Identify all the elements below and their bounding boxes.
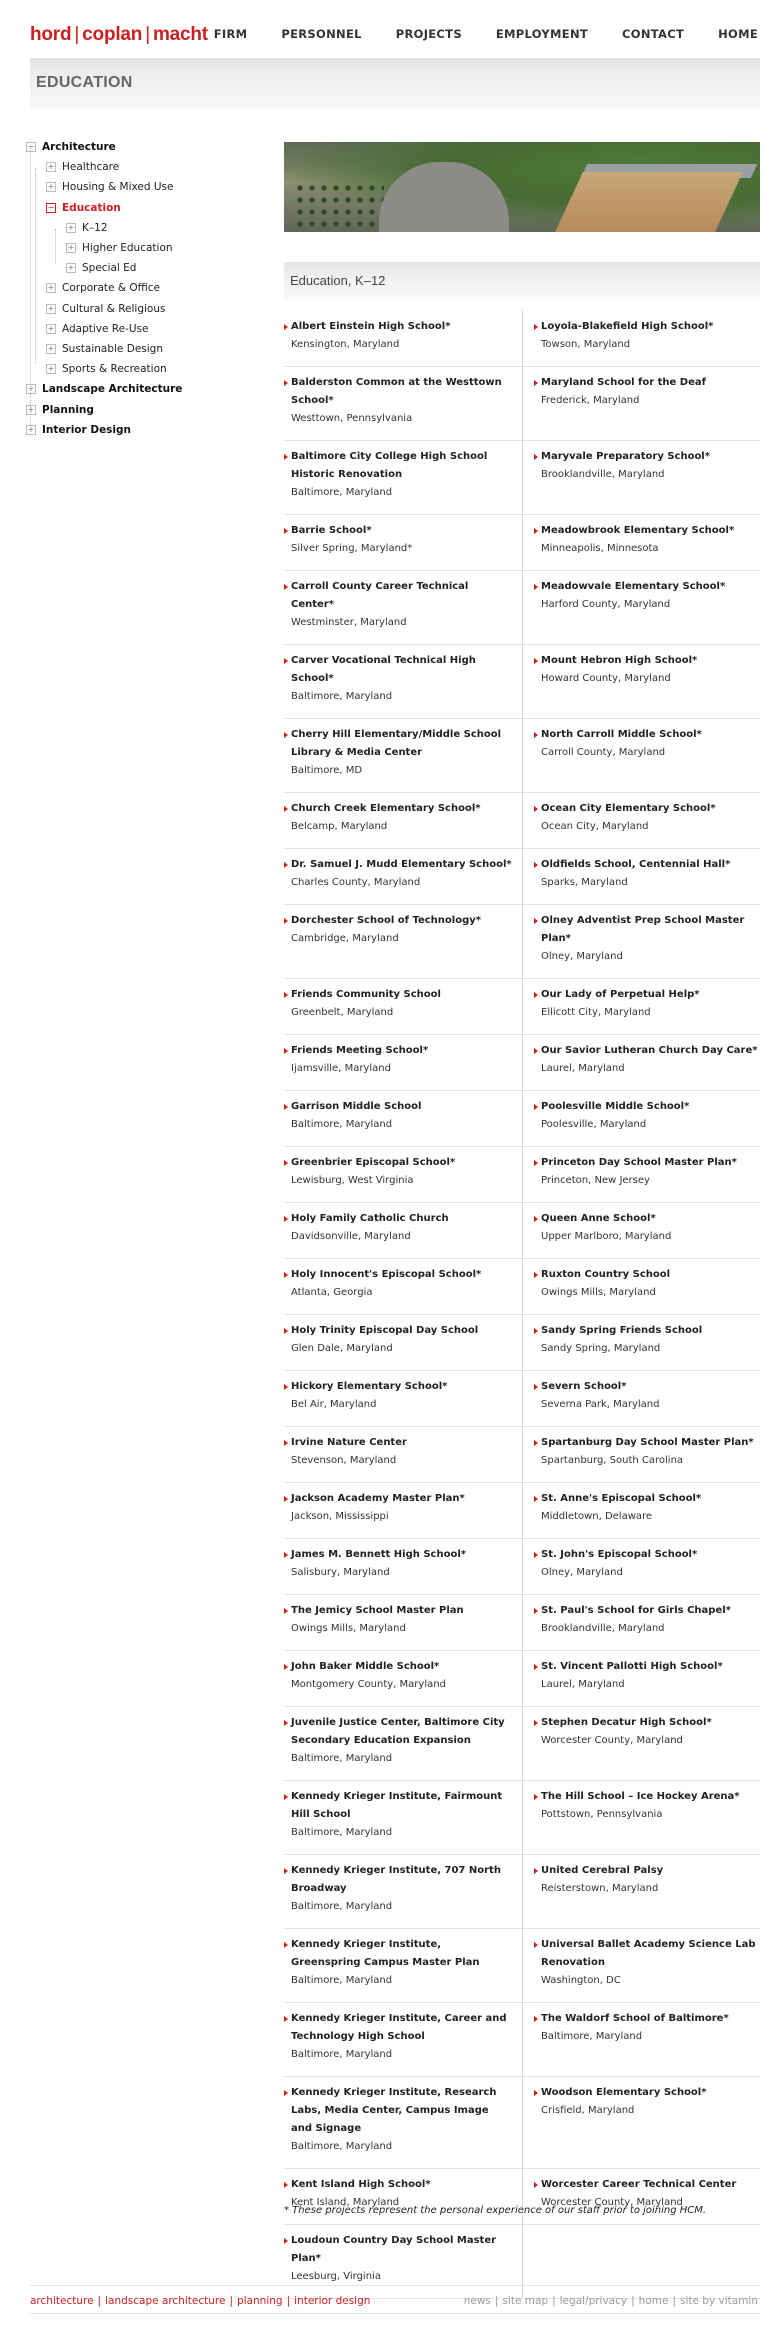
sidebar-item-sustainable-design[interactable]	[46, 342, 163, 356]
nav-home[interactable]: HOME	[718, 27, 758, 41]
project-location: Belcamp, Maryland	[291, 821, 388, 832]
project-item	[284, 1378, 512, 1414]
footer-separator: |	[286, 2295, 291, 2307]
project-link[interactable]: United Cerebral Palsy	[534, 1862, 762, 1880]
project-link[interactable]: Severn School*	[534, 1378, 762, 1396]
project-link[interactable]: Friends Community School	[284, 986, 512, 1004]
sidebar-item-label: Special Ed	[82, 262, 137, 275]
footer-separator: |	[631, 2295, 635, 2307]
project-link[interactable]: Kennedy Krieger Institute, Fairmount Hill School	[284, 1788, 512, 1824]
sidebar-item-sports-and-recreation[interactable]	[46, 362, 167, 376]
project-location: Sandy Spring, Maryland	[541, 1343, 661, 1354]
logo[interactable]: hord | coplan | macht	[30, 24, 208, 45]
nav-contact[interactable]: CONTACT	[622, 27, 685, 41]
expand-icon[interactable]: +	[47, 364, 55, 374]
sidebar-item-landscape-architecture[interactable]	[26, 382, 182, 396]
project-item	[284, 1042, 512, 1078]
project-location: Baltimore, MD	[291, 765, 363, 776]
sidebar-item-label: Landscape Architecture	[42, 383, 183, 396]
project-location: Upper Marlboro, Maryland	[541, 1231, 672, 1242]
project-item	[284, 800, 512, 836]
section-title: Education, K–12	[290, 273, 386, 288]
project-link[interactable]: Stephen Decatur High School*	[534, 1714, 762, 1732]
project-item	[534, 1546, 762, 1582]
tree-connector	[35, 168, 36, 364]
tree-connector	[55, 229, 56, 263]
project-link[interactable]: Church Creek Elementary School*	[284, 800, 512, 818]
footer-link-architecture[interactable]: architecture	[30, 2295, 94, 2307]
project-link[interactable]: John Baker Middle School*	[284, 1658, 512, 1676]
project-link[interactable]: Juvenile Justice Center, Baltimore City Secondary Education Expansion	[284, 1714, 512, 1750]
sidebar-item-education[interactable]	[46, 201, 121, 215]
project-location: Charles County, Maryland	[291, 877, 421, 888]
project-location: Kensington, Maryland	[291, 339, 400, 350]
project-link[interactable]: Holy Trinity Episcopal Day School	[284, 1322, 512, 1340]
project-link[interactable]: North Carroll Middle School*	[534, 726, 762, 744]
footer-separator: |	[672, 2295, 676, 2307]
sidebar-item-label: Corporate & Office	[62, 282, 161, 295]
footer-separator: |	[494, 2295, 499, 2307]
project-link[interactable]: Hickory Elementary School*	[284, 1378, 512, 1396]
project-location: Middletown, Delaware	[541, 1511, 653, 1522]
project-item	[534, 856, 762, 892]
sidebar-item-planning[interactable]	[26, 403, 94, 417]
sidebar-item-housing-and-mixed-use[interactable]	[46, 180, 174, 194]
project-item	[284, 2010, 512, 2064]
project-link[interactable]: Poolesville Middle School*	[534, 1098, 762, 1116]
expand-icon[interactable]: +	[67, 243, 75, 252]
project-item	[284, 1266, 512, 1302]
project-link[interactable]: Olney Adventist Prep School Master Plan*	[534, 912, 762, 948]
project-link[interactable]: Garrison Middle School	[284, 1098, 512, 1116]
project-link[interactable]: Kennedy Krieger Institute, Research Labs, Media Center, Campus Image and Signage	[284, 2084, 512, 2138]
project-location: Worcester County, Maryland	[541, 1735, 683, 1746]
project-location: Harford County, Maryland	[541, 599, 671, 610]
footer-divider	[30, 2285, 760, 2286]
project-link[interactable]: St. Vincent Pallotti High School*	[534, 1658, 762, 1676]
tree-connector	[30, 148, 31, 425]
logo-part-hord: hord	[30, 24, 72, 45]
project-link[interactable]: Ocean City Elementary School*	[534, 800, 762, 818]
project-item	[284, 374, 512, 428]
project-location: Baltimore, Maryland	[541, 2031, 643, 2042]
sidebar-item-label: Healthcare	[62, 161, 120, 174]
project-link[interactable]: Our Savior Lutheran Church Day Care*	[534, 1042, 762, 1060]
project-item	[284, 1602, 512, 1638]
footer-link-home[interactable]: home	[638, 2295, 669, 2307]
project-item	[534, 726, 762, 762]
project-location: Ijamsville, Maryland	[291, 1063, 391, 1074]
project-link[interactable]: St. John's Episcopal School*	[534, 1546, 762, 1564]
project-link[interactable]: The Jemicy School Master Plan	[284, 1602, 512, 1620]
project-link[interactable]: James M. Bennett High School*	[284, 1546, 512, 1564]
project-location: Princeton, New Jersey	[541, 1175, 650, 1186]
expand-icon[interactable]: +	[27, 404, 35, 414]
collapse-icon[interactable]: −	[27, 142, 35, 151]
nav-projects[interactable]: PROJECTS	[395, 27, 462, 41]
project-location: Laurel, Maryland	[541, 1063, 625, 1074]
project-item	[284, 1658, 512, 1694]
project-link[interactable]: Loyola-Blakefield High School*	[534, 318, 762, 336]
sidebar-item-label: Cultural & Religious	[62, 302, 166, 315]
project-location: Carroll County, Maryland	[541, 747, 666, 758]
project-location: Brooklandville, Maryland	[541, 469, 665, 480]
project-item	[284, 1434, 512, 1470]
project-location: Baltimore, Maryland	[291, 1827, 393, 1838]
project-location: Cambridge, Maryland	[291, 933, 399, 944]
project-link[interactable]: Meadowvale Elementary School*	[534, 578, 762, 596]
project-link[interactable]: St. Paul's School for Girls Chapel*	[534, 1602, 762, 1620]
project-location: Olney, Maryland	[541, 1567, 623, 1578]
project-location: Silver Spring, Maryland*	[291, 543, 413, 554]
project-link[interactable]: Loudoun Country Day School Master Plan*	[284, 2232, 512, 2268]
sidebar-item-label: Planning	[42, 403, 94, 416]
project-link[interactable]: Worcester Career Technical Center	[534, 2176, 762, 2194]
project-location: Frederick, Maryland	[541, 395, 640, 406]
project-item	[284, 318, 512, 354]
project-item	[534, 578, 762, 614]
project-item	[534, 1490, 762, 1526]
sidebar-item-corporate-and-office[interactable]	[46, 281, 160, 295]
sidebar-item-architecture[interactable]	[26, 140, 116, 154]
project-item	[534, 1210, 762, 1246]
project-link[interactable]: Dr. Samuel J. Mudd Elementary School*	[284, 856, 512, 874]
project-location: Worcester County, Maryland	[541, 2197, 683, 2208]
project-location: Davidsonville, Maryland	[291, 1231, 411, 1242]
project-link[interactable]: Holy Innocent's Episcopal School*	[284, 1266, 512, 1284]
sidebar-item-special-ed[interactable]	[66, 261, 136, 275]
project-item	[284, 1154, 512, 1190]
project-location: Baltimore, Maryland	[291, 1119, 393, 1130]
footer-bottom-divider	[30, 2313, 760, 2314]
project-item	[534, 2010, 762, 2046]
footer-separator: |	[97, 2295, 102, 2307]
project-item	[534, 1602, 762, 1638]
project-item	[534, 652, 762, 688]
project-link[interactable]: The Hill School – Ice Hockey Arena*	[534, 1788, 762, 1806]
project-location: Ocean City, Maryland	[541, 821, 649, 832]
logo-part-coplan: coplan	[82, 24, 143, 45]
project-item	[284, 986, 512, 1022]
logo-part-macht: macht	[152, 24, 208, 45]
project-location: Glen Dale, Maryland	[291, 1343, 393, 1354]
project-link[interactable]: Kennedy Krieger Institute, Greenspring Campus Master Plan	[284, 1936, 512, 1972]
main-nav	[180, 27, 758, 41]
project-link[interactable]: Kennedy Krieger Institute, Career and Technology High School	[284, 2010, 512, 2046]
project-link[interactable]: Greenbrier Episcopal School*	[284, 1154, 512, 1172]
project-link[interactable]: Balderston Common at the Westtown School*	[284, 374, 512, 410]
project-item	[284, 1862, 512, 1916]
project-item	[534, 448, 762, 484]
page-title-band	[30, 58, 760, 108]
project-item	[284, 1210, 512, 1246]
sidebar-item-label: K–12	[82, 221, 108, 234]
project-item	[534, 800, 762, 836]
footer-separator: |	[229, 2295, 233, 2307]
project-location: Sparks, Maryland	[541, 877, 628, 888]
sidebar-item-k-12[interactable]	[66, 221, 108, 235]
expand-icon[interactable]: +	[47, 344, 55, 353]
project-location: Minneapolis, Minnesota	[541, 543, 659, 554]
hero-image	[284, 142, 760, 232]
project-location: Atlanta, Georgia	[291, 1287, 373, 1298]
project-item	[534, 1266, 762, 1302]
footer-link-news[interactable]: news	[463, 2295, 491, 2307]
sidebar-item-interior-design[interactable]	[26, 423, 131, 437]
project-link[interactable]: Oldfields School, Centennial Hall*	[534, 856, 762, 874]
project-item	[534, 318, 762, 354]
project-item	[284, 2084, 512, 2156]
footer-site-links	[464, 2295, 758, 2307]
project-item	[284, 1714, 512, 1768]
project-link[interactable]: Woodson Elementary School*	[534, 2084, 762, 2102]
project-item	[284, 912, 512, 948]
expand-icon[interactable]: +	[47, 182, 55, 192]
expand-icon[interactable]: +	[67, 263, 75, 273]
footer-link-legal-privacy[interactable]: legal/privacy	[559, 2295, 628, 2307]
project-item	[534, 986, 762, 1022]
expand-icon[interactable]: +	[27, 384, 35, 394]
project-item	[284, 2232, 512, 2286]
project-item	[284, 726, 512, 780]
project-location: Lewisburg, West Virginia	[291, 1175, 414, 1186]
footer-link-planning[interactable]: planning	[237, 2295, 283, 2307]
project-location: Laurel, Maryland	[541, 1679, 625, 1690]
project-item	[534, 1788, 762, 1824]
project-link[interactable]: Friends Meeting School*	[284, 1042, 512, 1060]
project-item	[284, 1322, 512, 1358]
project-location: Westtown, Pennsylvania	[291, 413, 413, 424]
project-link[interactable]: Cherry Hill Elementary/Middle School Library & Media Center	[284, 726, 512, 762]
project-link[interactable]: Carroll County Career Technical Center*	[284, 578, 512, 614]
project-location: Westminster, Maryland	[291, 617, 407, 628]
project-link[interactable]: Baltimore City College High School Historic Renovation	[284, 448, 512, 484]
project-item	[534, 1936, 762, 1990]
project-location: Leesburg, Virginia	[291, 2271, 381, 2282]
project-link[interactable]: Our Lady of Perpetual Help*	[534, 986, 762, 1004]
footer-category-links	[30, 2295, 370, 2307]
project-link[interactable]: Meadowbrook Elementary School*	[534, 522, 762, 540]
sidebar-item-label: Architecture	[42, 141, 116, 153]
footer-link-interior-design[interactable]: interior design	[294, 2295, 371, 2307]
project-item	[284, 1546, 512, 1582]
sidebar-item-cultural-and-religious[interactable]	[46, 302, 165, 316]
project-location: Baltimore, Maryland	[291, 1753, 393, 1764]
sidebar-item-healthcare[interactable]	[46, 160, 119, 174]
sidebar-item-higher-education[interactable]	[66, 241, 173, 255]
nav-personnel[interactable]: PERSONNEL	[281, 27, 362, 41]
project-location: Baltimore, Maryland	[291, 1975, 393, 1986]
project-location: Stevenson, Maryland	[291, 1455, 397, 1466]
project-item	[534, 1658, 762, 1694]
project-location: Baltimore, Maryland	[291, 691, 393, 702]
nav-employment[interactable]: EMPLOYMENT	[495, 27, 589, 41]
page-title: EDUCATION	[36, 74, 133, 91]
project-location: Towson, Maryland	[541, 339, 631, 350]
project-item	[284, 1490, 512, 1526]
project-link[interactable]: Spartanburg Day School Master Plan*	[534, 1434, 762, 1452]
project-item	[534, 2084, 762, 2120]
sidebar-item-label: Education	[62, 201, 121, 214]
project-item	[284, 1098, 512, 1134]
project-item	[534, 1154, 762, 1190]
project-location: Severna Park, Maryland	[541, 1399, 660, 1410]
project-location: Olney, Maryland	[541, 951, 623, 962]
project-location: Baltimore, Maryland	[291, 1901, 393, 1912]
project-location: Washington, DC	[541, 1975, 621, 1986]
footer-link-site-by-vitamin[interactable]: site by vitamin	[679, 2295, 758, 2307]
project-item	[284, 1788, 512, 1842]
column-divider	[522, 310, 523, 2298]
project-link[interactable]: Jackson Academy Master Plan*	[284, 1490, 512, 1508]
project-location: Salisbury, Maryland	[291, 1567, 390, 1578]
project-location: Howard County, Maryland	[541, 673, 671, 684]
site-header	[0, 0, 780, 58]
project-link[interactable]: Mount Hebron High School*	[534, 652, 762, 670]
project-item	[534, 1714, 762, 1750]
project-location: Ellicott City, Maryland	[541, 1007, 651, 1018]
sidebar-item-label: Interior Design	[42, 423, 132, 436]
project-location: Owings Mills, Maryland	[291, 1623, 406, 1634]
footnote: * These projects represent the personal experience of our staff prior to joining HCM.	[284, 2205, 707, 2216]
expand-icon[interactable]: +	[47, 303, 55, 313]
project-link[interactable]: Kent Island High School*	[284, 2176, 512, 2194]
expand-icon[interactable]: +	[47, 162, 55, 172]
project-item	[534, 1434, 762, 1470]
sidebar-item-adaptive-re-use[interactable]	[46, 322, 149, 336]
section-title-band	[284, 262, 760, 300]
project-location: Bel Air, Maryland	[291, 1399, 377, 1410]
project-location: Greenbelt, Maryland	[291, 1007, 394, 1018]
expand-icon[interactable]: +	[27, 424, 35, 434]
project-location: Jackson, Mississippi	[291, 1511, 389, 1522]
project-item	[284, 578, 512, 632]
project-link[interactable]: Maryland School for the Deaf	[534, 374, 762, 392]
project-item	[534, 1378, 762, 1414]
project-location: Spartanburg, South Carolina	[541, 1455, 684, 1466]
project-link[interactable]: Sandy Spring Friends School	[534, 1322, 762, 1340]
project-link[interactable]: Dorchester School of Technology*	[284, 912, 512, 930]
project-item	[534, 1322, 762, 1358]
project-item	[284, 1936, 512, 1990]
project-item	[534, 374, 762, 410]
project-location: Crisfield, Maryland	[541, 2105, 635, 2116]
project-item	[534, 912, 762, 966]
project-link[interactable]: Queen Anne School*	[534, 1210, 762, 1228]
project-link[interactable]: Carver Vocational Technical High School*	[284, 652, 512, 688]
sidebar-item-label: Housing & Mixed Use	[62, 181, 174, 194]
project-location: Owings Mills, Maryland	[541, 1287, 656, 1298]
project-link[interactable]: Barrie School*	[284, 522, 512, 540]
project-location: Kent Island, Maryland	[291, 2197, 400, 2208]
project-item	[534, 522, 762, 558]
project-location: Pottstown, Pennsylvania	[541, 1809, 663, 1820]
project-list	[284, 310, 760, 2298]
project-link[interactable]: St. Anne's Episcopal School*	[534, 1490, 762, 1508]
project-link[interactable]: The Waldorf School of Baltimore*	[534, 2010, 762, 2028]
project-link[interactable]: Princeton Day School Master Plan*	[534, 1154, 762, 1172]
sidebar-item-label: Sustainable Design	[62, 343, 163, 355]
project-location: Poolesville, Maryland	[541, 1119, 647, 1130]
project-item	[284, 652, 512, 706]
project-location: Brooklandville, Maryland	[541, 1623, 665, 1634]
nav-firm[interactable]: FIRM	[213, 27, 248, 41]
footer-separator: |	[552, 2295, 556, 2307]
collapse-icon[interactable]: −	[47, 202, 55, 212]
project-link[interactable]: Universal Ballet Academy Science Lab Renovation	[534, 1936, 762, 1972]
project-link[interactable]: Maryvale Preparatory School*	[534, 448, 762, 466]
project-link[interactable]: Kennedy Krieger Institute, 707 North Broadway	[284, 1862, 512, 1898]
sidebar-item-label: Sports & Recreation	[62, 363, 167, 376]
project-location: Montgomery County, Maryland	[291, 1679, 446, 1690]
expand-icon[interactable]: +	[67, 222, 75, 232]
project-location: Baltimore, Maryland	[291, 2141, 393, 2152]
project-item	[284, 522, 512, 558]
sidebar-item-label: Higher Education	[82, 242, 173, 254]
project-item	[284, 448, 512, 502]
project-location: Baltimore, Maryland	[291, 487, 393, 498]
footer-link-landscape-architecture[interactable]: landscape architecture	[105, 2295, 226, 2307]
project-item	[534, 1098, 762, 1134]
project-link[interactable]: Holy Family Catholic Church	[284, 1210, 512, 1228]
project-location: Reisterstown, Maryland	[541, 1883, 659, 1894]
project-link[interactable]: Ruxton Country School	[534, 1266, 762, 1284]
project-item	[534, 1042, 762, 1078]
project-item	[534, 1862, 762, 1898]
project-link[interactable]: Irvine Nature Center	[284, 1434, 512, 1452]
sidebar-item-label: Adaptive Re-Use	[62, 322, 149, 335]
footer-link-site-map[interactable]: site map	[502, 2295, 549, 2307]
project-location: Baltimore, Maryland	[291, 2049, 393, 2060]
project-item	[284, 856, 512, 892]
expand-icon[interactable]: +	[47, 323, 55, 333]
project-link[interactable]: Albert Einstein High School*	[284, 318, 512, 336]
expand-icon[interactable]: +	[47, 283, 55, 293]
